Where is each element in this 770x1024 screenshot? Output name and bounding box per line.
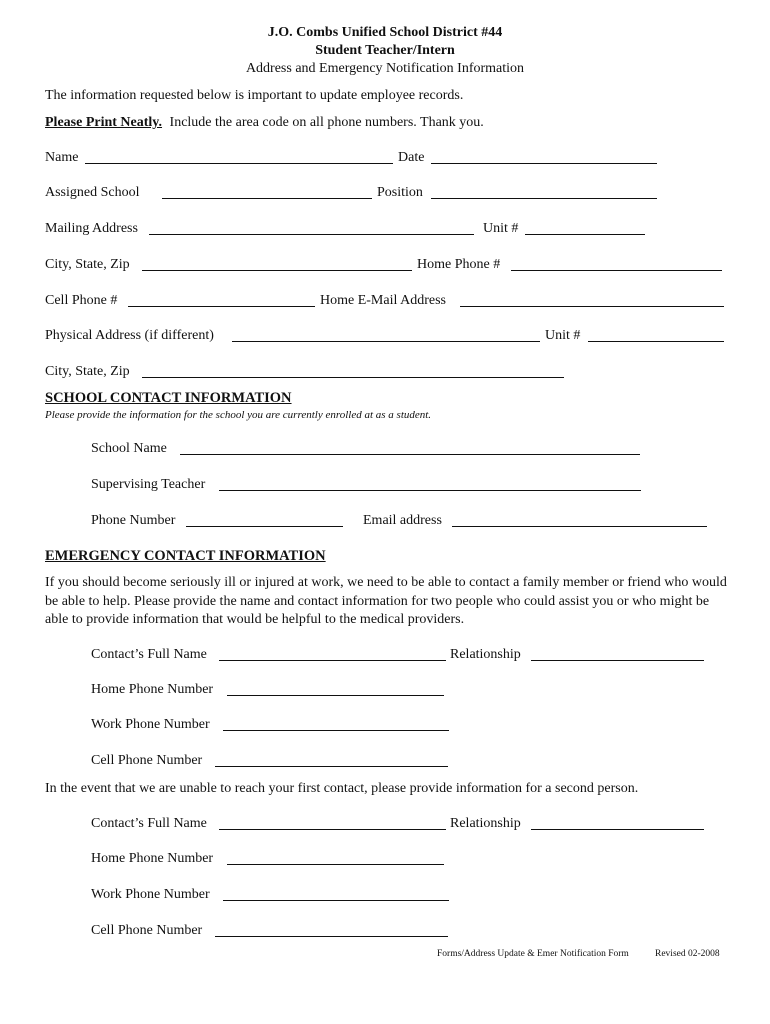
emergency-contact-heading: EMERGENCY CONTACT INFORMATION bbox=[45, 548, 326, 564]
area-code-note: Include the area code on all phone numbers. Thank you. bbox=[169, 115, 484, 130]
intro-instructions bbox=[45, 115, 484, 131]
form-subtitle: Student Teacher/Intern bbox=[315, 43, 455, 58]
intro-text: The information requested below is important to update employee records. bbox=[45, 88, 464, 103]
footer-form-name: Forms/Address Update & Emer Notification Form bbox=[437, 949, 629, 959]
date-label: Date bbox=[398, 150, 425, 165]
cell-phone-label: Cell Phone # bbox=[45, 293, 118, 308]
name-field[interactable] bbox=[85, 163, 393, 164]
city-state-zip-field[interactable] bbox=[142, 270, 412, 271]
physical-address-field[interactable] bbox=[232, 341, 540, 342]
school-email-field[interactable] bbox=[452, 526, 707, 527]
emergency-paragraph: If you should become seriously ill or injured at work, we need to be able to contact a family member or friend who would be able to help. Please provide the name and contact information for two people who could assist you or who might be able to provide information that would be helpful to the medical providers. bbox=[45, 575, 727, 627]
contact1-cell-phone-field[interactable] bbox=[215, 766, 448, 767]
home-email-label: Home E-Mail Address bbox=[320, 293, 446, 308]
city-state-zip-2-label: City, State, Zip bbox=[45, 364, 130, 379]
form-description: Address and Emergency Notification Information bbox=[245, 61, 525, 76]
contact2-name-label: Contact’s Full Name bbox=[91, 816, 207, 831]
school-contact-note: Please provide the information for the school you are currently enrolled at as a student. bbox=[45, 409, 432, 421]
contact2-work-phone-label: Work Phone Number bbox=[91, 887, 210, 902]
unit-label: Unit # bbox=[483, 221, 519, 236]
please-print-label: Please Print Neatly. bbox=[45, 115, 163, 130]
school-name-label: School Name bbox=[91, 441, 167, 456]
contact2-work-phone-field[interactable] bbox=[223, 900, 449, 901]
mailing-address-label: Mailing Address bbox=[45, 221, 138, 236]
unit-2-field[interactable] bbox=[588, 341, 724, 342]
contact1-home-phone-field[interactable] bbox=[227, 695, 444, 696]
district-title: J.O. Combs Unified School District #44 bbox=[267, 25, 503, 40]
assigned-school-field[interactable] bbox=[162, 198, 372, 199]
contact1-work-phone-label: Work Phone Number bbox=[91, 717, 210, 732]
physical-address-label: Physical Address (if different) bbox=[45, 328, 214, 343]
home-phone-field[interactable] bbox=[511, 270, 722, 271]
contact1-home-phone-label: Home Phone Number bbox=[91, 682, 214, 697]
position-label: Position bbox=[377, 185, 423, 200]
school-name-field[interactable] bbox=[180, 454, 640, 455]
school-phone-label: Phone Number bbox=[91, 513, 176, 528]
contact2-home-phone-field[interactable] bbox=[227, 864, 444, 865]
unit-field[interactable] bbox=[525, 234, 645, 235]
city-state-zip-2-field[interactable] bbox=[142, 377, 564, 378]
contact2-relationship-label: Relationship bbox=[450, 816, 521, 831]
footer-revised: Revised 02-2008 bbox=[655, 949, 720, 959]
supervising-teacher-field[interactable] bbox=[219, 490, 641, 491]
second-contact-note: In the event that we are unable to reach your first contact, please provide information for a second person. bbox=[45, 781, 639, 796]
contact1-cell-phone-label: Cell Phone Number bbox=[91, 753, 203, 768]
city-state-zip-label: City, State, Zip bbox=[45, 257, 130, 272]
home-phone-label: Home Phone # bbox=[417, 257, 501, 272]
contact2-name-field[interactable] bbox=[219, 829, 446, 830]
contact2-home-phone-label: Home Phone Number bbox=[91, 851, 214, 866]
contact1-work-phone-field[interactable] bbox=[223, 730, 449, 731]
mailing-address-field[interactable] bbox=[149, 234, 474, 235]
name-label: Name bbox=[45, 150, 79, 165]
school-phone-field[interactable] bbox=[186, 526, 343, 527]
contact1-name-label: Contact’s Full Name bbox=[91, 647, 207, 662]
contact1-relationship-label: Relationship bbox=[450, 647, 521, 662]
date-field[interactable] bbox=[431, 163, 657, 164]
position-field[interactable] bbox=[431, 198, 657, 199]
supervising-teacher-label: Supervising Teacher bbox=[91, 477, 206, 492]
school-contact-heading: SCHOOL CONTACT INFORMATION bbox=[45, 390, 292, 406]
unit-2-label: Unit # bbox=[545, 328, 581, 343]
contact2-cell-phone-label: Cell Phone Number bbox=[91, 923, 203, 938]
home-email-field[interactable] bbox=[460, 306, 724, 307]
contact1-name-field[interactable] bbox=[219, 660, 446, 661]
school-email-label: Email address bbox=[363, 513, 442, 528]
contact2-relationship-field[interactable] bbox=[531, 829, 704, 830]
assigned-school-label: Assigned School bbox=[45, 185, 140, 200]
contact2-cell-phone-field[interactable] bbox=[215, 936, 448, 937]
cell-phone-field[interactable] bbox=[128, 306, 315, 307]
contact1-relationship-field[interactable] bbox=[531, 660, 704, 661]
